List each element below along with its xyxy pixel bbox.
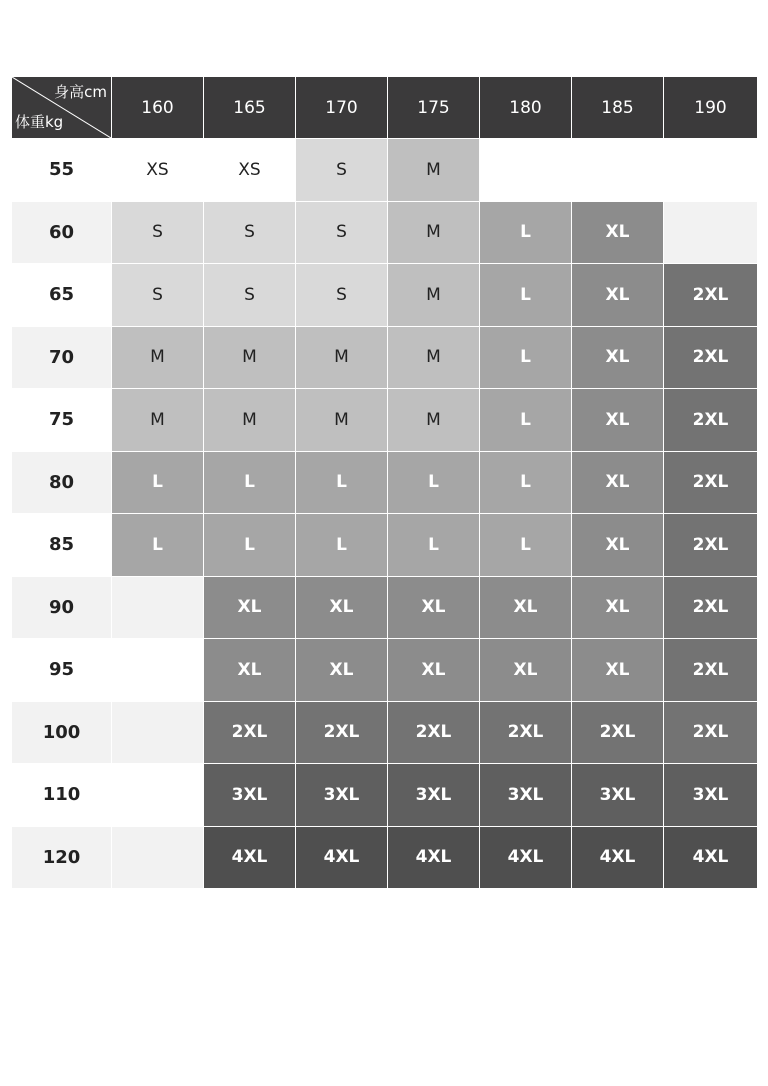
size-cell: 2XL	[388, 701, 480, 764]
table-row	[12, 639, 758, 702]
weight-row-header: 70	[12, 326, 112, 389]
size-cell: XS	[204, 139, 296, 202]
size-cell: XL	[572, 201, 664, 264]
size-cell: XL	[388, 576, 480, 639]
empty-cell	[480, 139, 572, 202]
size-cell: 2XL	[664, 639, 758, 702]
size-cell: L	[480, 201, 572, 264]
size-cell: 2XL	[572, 701, 664, 764]
size-cell: M	[204, 326, 296, 389]
size-cell: XL	[572, 389, 664, 452]
size-cell: XL	[204, 576, 296, 639]
weight-row-header: 55	[12, 139, 112, 202]
table-row	[12, 451, 758, 514]
size-cell: XL	[572, 264, 664, 327]
table-header	[12, 77, 758, 139]
size-cell: M	[388, 326, 480, 389]
height-header-cell: 180	[480, 77, 572, 139]
size-cell: S	[112, 201, 204, 264]
size-cell: 3XL	[204, 764, 296, 827]
size-cell: 3XL	[296, 764, 388, 827]
size-cell: L	[296, 514, 388, 577]
size-cell: XL	[572, 514, 664, 577]
height-axis-label: 身高cm	[54, 83, 107, 101]
empty-cell	[664, 139, 758, 202]
size-cell: L	[204, 514, 296, 577]
size-chart-table	[11, 76, 758, 889]
height-header-cell: 190	[664, 77, 758, 139]
size-cell: L	[480, 514, 572, 577]
size-cell: 4XL	[296, 826, 388, 889]
corner-header-cell	[12, 77, 112, 139]
size-cell: M	[388, 264, 480, 327]
size-cell: L	[112, 451, 204, 514]
size-cell: M	[112, 326, 204, 389]
size-cell: 3XL	[388, 764, 480, 827]
empty-cell	[112, 701, 204, 764]
size-cell: S	[204, 201, 296, 264]
weight-axis-label: 体重kg	[15, 113, 64, 131]
size-cell: M	[204, 389, 296, 452]
table-row	[12, 389, 758, 452]
size-cell: XL	[296, 576, 388, 639]
height-header-cell: 165	[204, 77, 296, 139]
size-cell: S	[296, 201, 388, 264]
empty-cell	[664, 201, 758, 264]
weight-row-header: 100	[12, 701, 112, 764]
table-row	[12, 139, 758, 202]
size-cell: XL	[296, 639, 388, 702]
size-cell: XL	[572, 639, 664, 702]
weight-row-header: 75	[12, 389, 112, 452]
size-cell: S	[204, 264, 296, 327]
size-cell: 2XL	[664, 701, 758, 764]
table-row	[12, 326, 758, 389]
size-cell: XL	[572, 451, 664, 514]
size-cell: 4XL	[572, 826, 664, 889]
table-row	[12, 826, 758, 889]
empty-cell	[112, 764, 204, 827]
size-cell: L	[480, 451, 572, 514]
size-cell: 2XL	[204, 701, 296, 764]
table-row	[12, 264, 758, 327]
size-cell: 2XL	[664, 451, 758, 514]
table-row	[12, 514, 758, 577]
size-cell: L	[388, 514, 480, 577]
size-cell: 3XL	[480, 764, 572, 827]
size-cell: XL	[480, 639, 572, 702]
weight-row-header: 120	[12, 826, 112, 889]
size-cell: 4XL	[664, 826, 758, 889]
size-cell: M	[296, 389, 388, 452]
size-cell: 2XL	[664, 264, 758, 327]
size-cell: M	[388, 139, 480, 202]
size-cell: XL	[204, 639, 296, 702]
size-cell: 2XL	[664, 514, 758, 577]
size-cell: L	[296, 451, 388, 514]
size-cell: XL	[572, 576, 664, 639]
size-cell: L	[388, 451, 480, 514]
empty-cell	[112, 639, 204, 702]
size-cell: L	[204, 451, 296, 514]
size-cell: M	[388, 389, 480, 452]
weight-row-header: 110	[12, 764, 112, 827]
size-cell: 4XL	[480, 826, 572, 889]
weight-row-header: 95	[12, 639, 112, 702]
size-cell: 2XL	[664, 389, 758, 452]
empty-cell	[572, 139, 664, 202]
height-header-cell: 160	[112, 77, 204, 139]
table-row	[12, 701, 758, 764]
size-cell: 4XL	[388, 826, 480, 889]
size-cell: M	[388, 201, 480, 264]
size-cell: 4XL	[204, 826, 296, 889]
size-cell: S	[296, 139, 388, 202]
size-cell: 2XL	[480, 701, 572, 764]
size-cell: XS	[112, 139, 204, 202]
size-cell: 2XL	[296, 701, 388, 764]
table-row	[12, 576, 758, 639]
weight-row-header: 60	[12, 201, 112, 264]
height-header-cell: 170	[296, 77, 388, 139]
height-header-cell: 175	[388, 77, 480, 139]
size-cell: 2XL	[664, 326, 758, 389]
size-cell: L	[112, 514, 204, 577]
table-row	[12, 201, 758, 264]
size-cell: XL	[572, 326, 664, 389]
size-cell: M	[296, 326, 388, 389]
table-row	[12, 764, 758, 827]
header-row	[12, 77, 758, 139]
empty-cell	[112, 826, 204, 889]
weight-row-header: 85	[12, 514, 112, 577]
size-cell: L	[480, 264, 572, 327]
size-cell: M	[112, 389, 204, 452]
height-header-cell: 185	[572, 77, 664, 139]
size-cell: 3XL	[572, 764, 664, 827]
size-cell: L	[480, 389, 572, 452]
size-cell: XL	[480, 576, 572, 639]
table-body	[12, 139, 758, 889]
size-cell: 2XL	[664, 576, 758, 639]
size-cell: XL	[388, 639, 480, 702]
size-cell: S	[296, 264, 388, 327]
weight-row-header: 65	[12, 264, 112, 327]
weight-row-header: 90	[12, 576, 112, 639]
empty-cell	[112, 576, 204, 639]
size-cell: S	[112, 264, 204, 327]
size-cell: 3XL	[664, 764, 758, 827]
weight-row-header: 80	[12, 451, 112, 514]
size-cell: L	[480, 326, 572, 389]
